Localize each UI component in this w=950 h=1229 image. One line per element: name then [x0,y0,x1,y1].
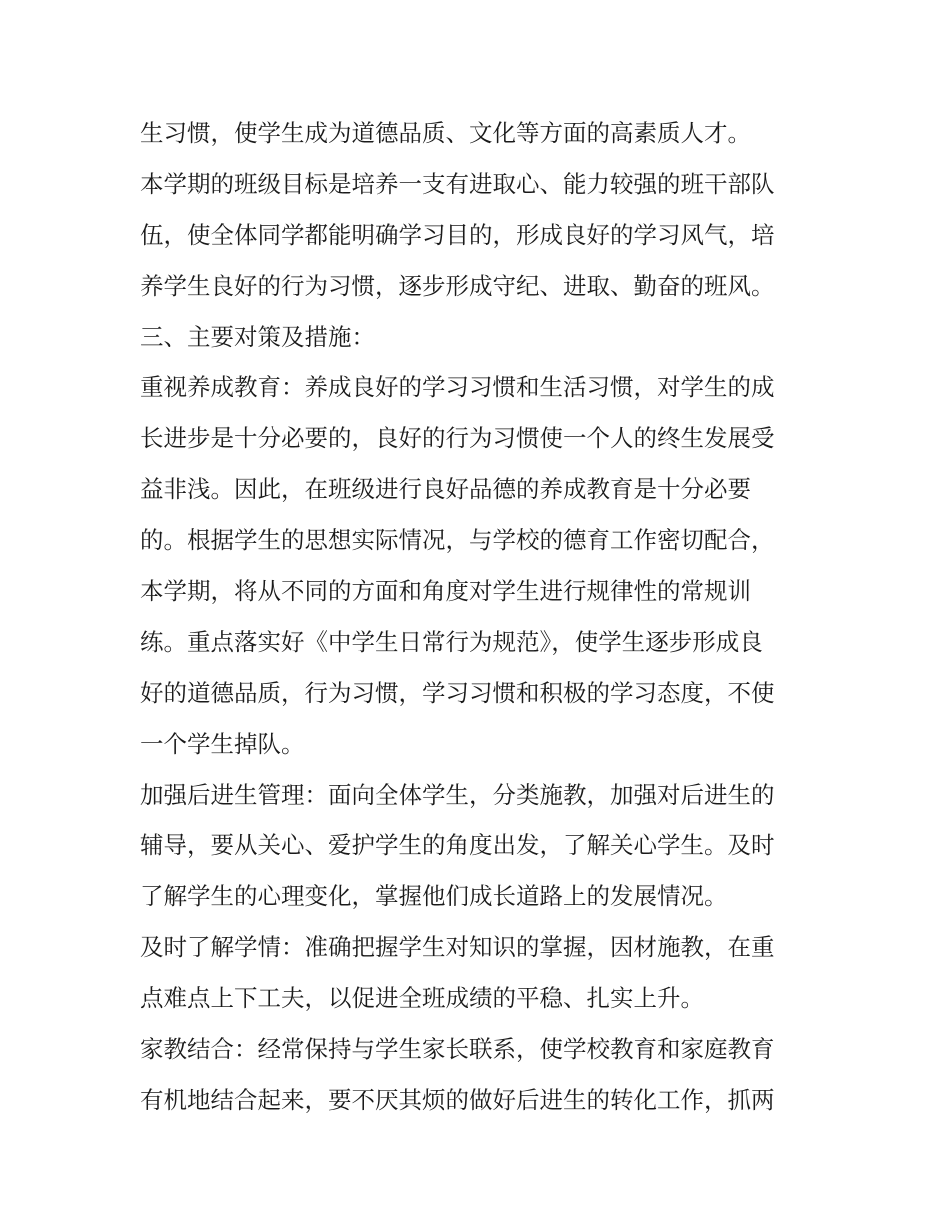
text-line: 有机地结合起来，要不厌其烦的做好后进生的转化工作，抓两 [140,1085,775,1114]
text-line: 一个学生掉队。 [140,729,305,758]
text-line: 家教结合：经常保持与学生家长联系，使学校教育和家庭教育 [140,1035,775,1064]
text-line: 辅导，要从关心、爱护学生的角度出发，了解关心学生。及时 [140,831,775,860]
text-line: 长进步是十分必要的，良好的行为习惯使一个人的终生发展受 [140,424,775,453]
text-line: 养学生良好的行为习惯，逐步形成守纪、进取、勤奋的班风。 [140,271,775,300]
text-line: 了解学生的心理变化，掌握他们成长道路上的发展情况。 [140,882,728,911]
text-line: 的。根据学生的思想实际情况，与学校的德育工作密切配合， [140,526,775,555]
text-line: 重视养成教育：养成良好的学习习惯和生活习惯，对学生的成 [140,373,775,402]
text-line: 伍，使全体同学都能明确学习目的，形成良好的学习风气，培 [140,220,775,249]
text-line: 好的道德品质，行为习惯，学习习惯和积极的学习态度，不使 [140,678,775,707]
text-line: 点难点上下工夫，以促进全班成绩的平稳、扎实上升。 [140,984,704,1013]
text-line: 生习惯，使学生成为道德品质、文化等方面的高素质人才。 [140,119,751,147]
text-line: 练。重点落实好《中学生日常行为规范》，使学生逐步形成良 [140,627,763,656]
body-text [140,108,820,1126]
text-line: 益非浅。因此，在班级进行良好品德的养成教育是十分必要 [140,475,751,504]
text-line: 本学期，将从不同的方面和角度对学生进行规律性的常规训 [140,577,751,606]
text-line: 加强后进生管理：面向全体学生，分类施教，加强对后进生的 [140,780,775,809]
text-line: 及时了解学情：准确把握学生对知识的掌握，因材施教，在重 [140,933,775,962]
section-heading: 三、主要对策及措施： [140,322,375,351]
text-line: 本学期的班级目标是培养一支有进取心、能力较强的班干部队 [140,169,775,198]
